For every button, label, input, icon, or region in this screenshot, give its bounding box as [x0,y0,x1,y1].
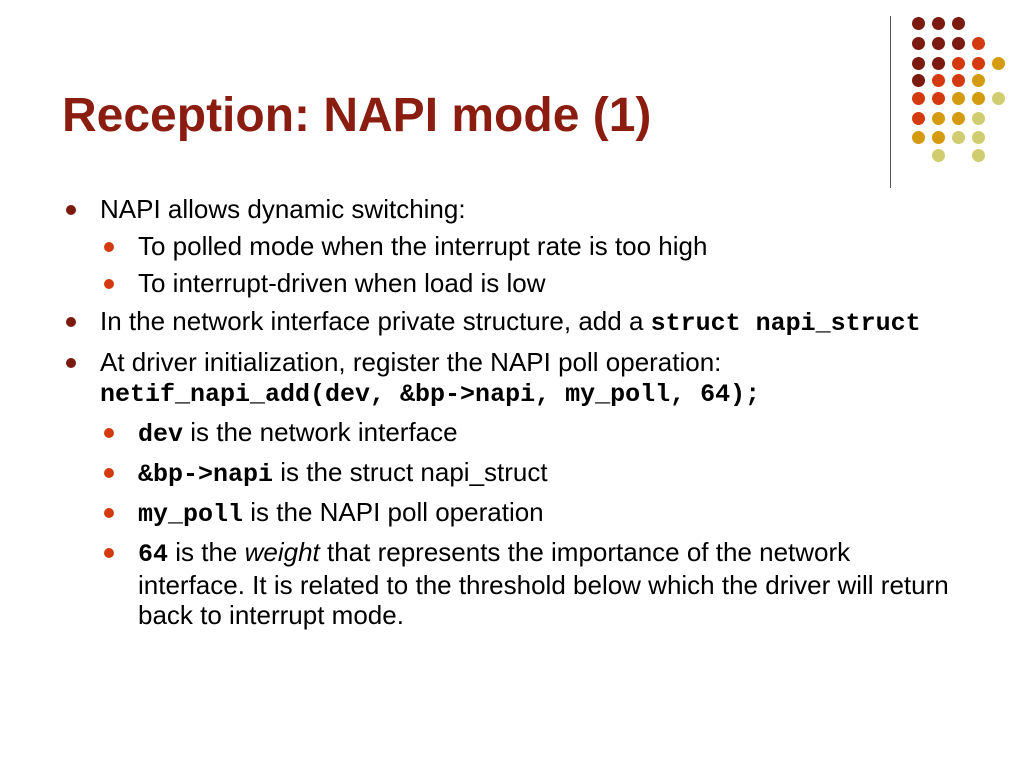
decorative-dot [952,57,965,70]
decorative-dot [992,92,1005,105]
bullet-dot-icon [66,205,76,215]
decorative-dot [932,149,945,162]
decorative-dot [932,17,945,30]
bullet-dot-icon [104,468,114,478]
decorative-dot [972,112,985,125]
decorative-dot [952,131,965,144]
decorative-dot [972,57,985,70]
bullet-text: To polled mode when the interrupt rate is too high [138,231,708,261]
code-netif-napi-add: netif_napi_add(dev, &bp->napi, my_poll, 64); [100,380,761,409]
decorative-dot [932,57,945,70]
code-bp-napi: &bp->napi [138,460,274,489]
bullet-private-structure [62,306,962,339]
decorative-dot [952,74,965,87]
decorative-dot [932,92,945,105]
decorative-dot [912,131,925,144]
decorative-dot [972,149,985,162]
code-dev: dev [138,420,184,449]
code-64: 64 [138,540,169,569]
slide-title: Reception: NAPI mode (1) [62,89,652,142]
decorative-dot [932,74,945,87]
decorative-dot [912,37,925,50]
decorative-dot [952,112,965,125]
bullet-driver-init [62,347,962,630]
decorative-dot [932,37,945,50]
bullet-dot-icon [104,242,114,252]
decorative-dot [912,57,925,70]
decorative-dot [912,74,925,87]
sub-bullet-dev [100,417,962,450]
slide-body [62,194,962,630]
bullet-dot-icon [104,508,114,518]
decorative-dot [972,131,985,144]
bullet-text: In the network interface private structure, add a [100,306,651,336]
code-my-poll: my_poll [138,500,244,529]
sub-bullet-list [100,417,962,630]
sub-bullet-weight [100,537,962,630]
decorative-dot [932,112,945,125]
decorative-dot [952,17,965,30]
decorative-dot [932,131,945,144]
sub-bullet-bp-napi [100,457,962,490]
bullet-text: is the struct napi_struct [273,457,548,487]
bullet-list [62,194,962,630]
bullet-text: NAPI allows dynamic switching: [100,194,466,224]
bullet-text: is the [168,537,245,567]
decorative-dot [972,74,985,87]
decorative-dot [912,112,925,125]
emphasis-weight: weight [244,537,320,567]
bullet-dot-icon [104,548,114,558]
decorative-dot [952,37,965,50]
bullet-text: To interrupt-driven when load is low [138,268,546,298]
bullet-napi-switching [62,194,962,298]
bullet-dot-icon [66,317,76,327]
decorative-dot [972,92,985,105]
code-struct-napi-struct: struct napi_struct [650,309,921,338]
decorative-dot [912,17,925,30]
decorative-dot [972,37,985,50]
sub-bullet-polled-mode [100,231,962,261]
sub-bullet-my-poll [100,497,962,530]
bullet-text: that represents the importance of the network interface. It is related to the threshold below which the driver will return back to interrupt mode. [138,537,949,630]
decorative-dot [992,57,1005,70]
bullet-dot-icon [104,428,114,438]
bullet-text: is the network interface [183,417,458,447]
sub-bullet-interrupt-driven [100,268,962,298]
sub-bullet-list [100,231,962,298]
bullet-dot-icon [104,279,114,289]
bullet-text: At driver initialization, register the NAPI poll operation: [100,347,722,377]
decorative-dot [952,92,965,105]
bullet-dot-icon [66,358,76,368]
title-divider-line [890,16,891,188]
decorative-dot [912,92,925,105]
bullet-text: is the NAPI poll operation [243,497,544,527]
